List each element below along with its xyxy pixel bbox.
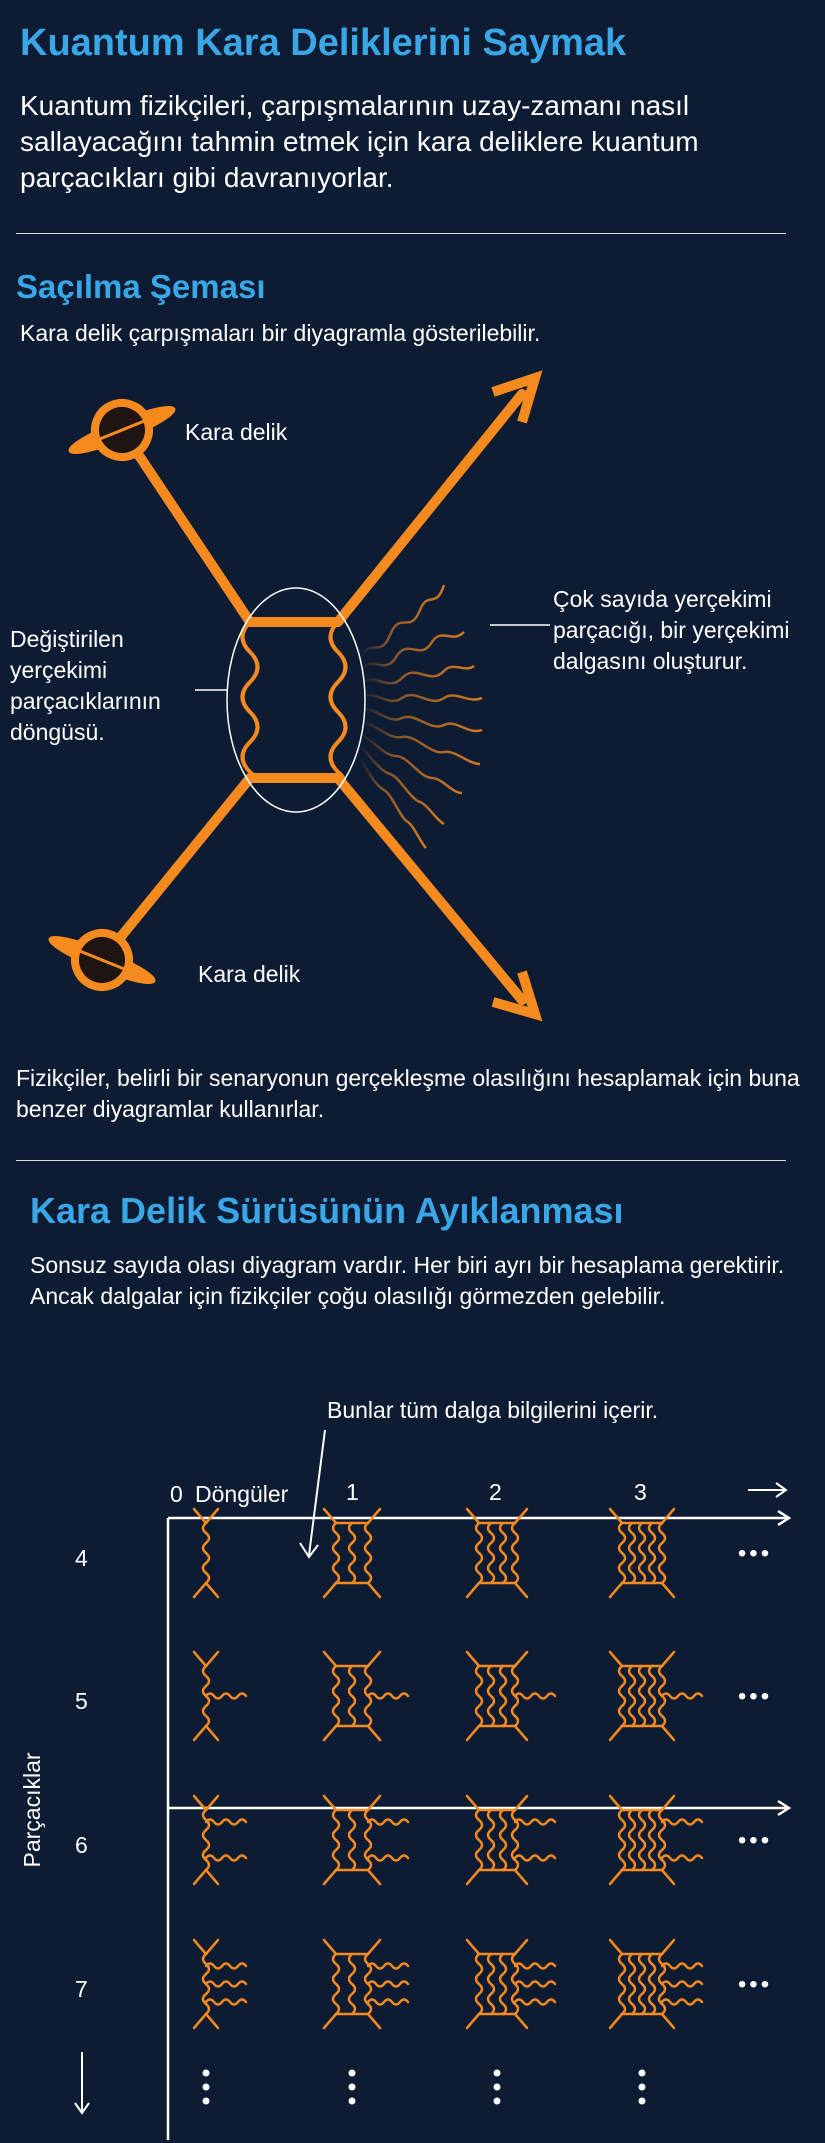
section-divider <box>16 233 786 234</box>
particle-tick-7: 7 <box>75 1976 88 2002</box>
loop-tick-1: 1 <box>346 1479 359 1505</box>
loop-tick-0: 0 <box>170 1481 183 1507</box>
scattering-diagram <box>0 360 825 1060</box>
wave-label-line-3: dalgasını oluşturur. <box>553 648 748 674</box>
outgoing-line-top <box>338 394 522 622</box>
wave-label-line-1: Çok sayıda yerçekimi <box>553 586 772 612</box>
loop-tick-2: 2 <box>489 1479 502 1505</box>
diagram-cell <box>610 1652 702 1740</box>
diagram-cell <box>194 1509 218 1597</box>
pruning-description: Sonsuz sayıda olası diyagram vardır. Her biri ayrı bir hesaplama gerektirir. Ancak dalgalar için fizikçiler çoğu olasılığı görmezden gelebilir. <box>30 1252 785 1309</box>
wave-info-annotation: Bunlar tüm dalga bilgilerini içerir. <box>327 1397 659 1423</box>
loop-label-line-3: parçacıklarının <box>10 688 161 714</box>
page-title: Kuantum Kara Deliklerini Saymak <box>20 22 627 64</box>
particle-tick-4: 4 <box>75 1545 88 1571</box>
incoming-line-bottom <box>102 778 250 960</box>
column-ellipsis <box>494 2070 501 2105</box>
intro-text: Kuantum fizikçileri, çarpışmalarının uzay-zamanı nasıl sallayacağını tahmin etmek için kara deliklere kuantum parçacıkları gibi davranıyorlar. <box>20 90 699 193</box>
wave-label-line-2: parçacığı, bir yerçekimi <box>553 617 790 643</box>
row-ellipsis: ••• <box>737 1827 773 1854</box>
incoming-line-top <box>122 430 250 622</box>
diagram-cell <box>194 1652 246 1740</box>
diagram-cell <box>467 1940 555 2028</box>
particle-tick-6: 6 <box>75 1832 88 1858</box>
diagram-cell <box>324 1509 380 1597</box>
diagram-cell <box>194 1940 246 2028</box>
section-divider <box>16 1160 786 1161</box>
loop-label-line-2: yerçekimi <box>10 657 108 683</box>
black-hole-label-bottom: Kara delik <box>198 961 301 987</box>
row-ellipsis: ••• <box>737 1683 773 1710</box>
loop-wavy-left <box>243 622 258 778</box>
particle-tick-5: 5 <box>75 1688 88 1714</box>
diagram-grid <box>0 1380 825 2143</box>
scattering-heading: Saçılma Şeması <box>16 268 266 305</box>
diagram-cell <box>324 1652 408 1740</box>
column-ellipsis <box>639 2070 646 2105</box>
loops-axis-label: Döngüler <box>195 1481 289 1507</box>
black-hole-bottom-icon <box>40 914 164 1006</box>
loop-label-line-4: döngüsü. <box>10 719 105 745</box>
annotation-pointer-line <box>309 1430 325 1555</box>
black-hole-label-top: Kara delik <box>185 419 288 445</box>
scattering-description: Kara delik çarpışmaları bir diyagramla gösterilebilir. <box>20 320 541 346</box>
diagram-cell <box>467 1652 555 1740</box>
graviton-waves <box>360 585 482 848</box>
diagram-cell <box>610 1509 674 1597</box>
scattering-footer: Fizikçiler, belirli bir senaryonun gerçekleşme olasılığını hesaplamak için buna benzer diyagramlar kullanırlar. <box>16 1065 800 1122</box>
row-ellipsis: ••• <box>737 1540 773 1567</box>
column-ellipsis <box>349 2070 356 2105</box>
row-ellipsis: ••• <box>737 1971 773 1998</box>
loop-wavy-right <box>331 622 346 778</box>
diagram-cell <box>467 1509 527 1597</box>
diagram-cell <box>324 1940 408 2028</box>
loop-tick-3: 3 <box>634 1479 647 1505</box>
particles-axis-label: Parçacıklar <box>19 1752 45 1868</box>
diagram-cell <box>610 1940 702 2028</box>
column-ellipsis <box>203 2070 210 2105</box>
pruning-heading: Kara Delik Sürüsünün Ayıklanması <box>30 1190 624 1231</box>
black-hole-top-icon <box>60 384 184 476</box>
loop-label-line-1: Değiştirilen <box>10 626 124 652</box>
